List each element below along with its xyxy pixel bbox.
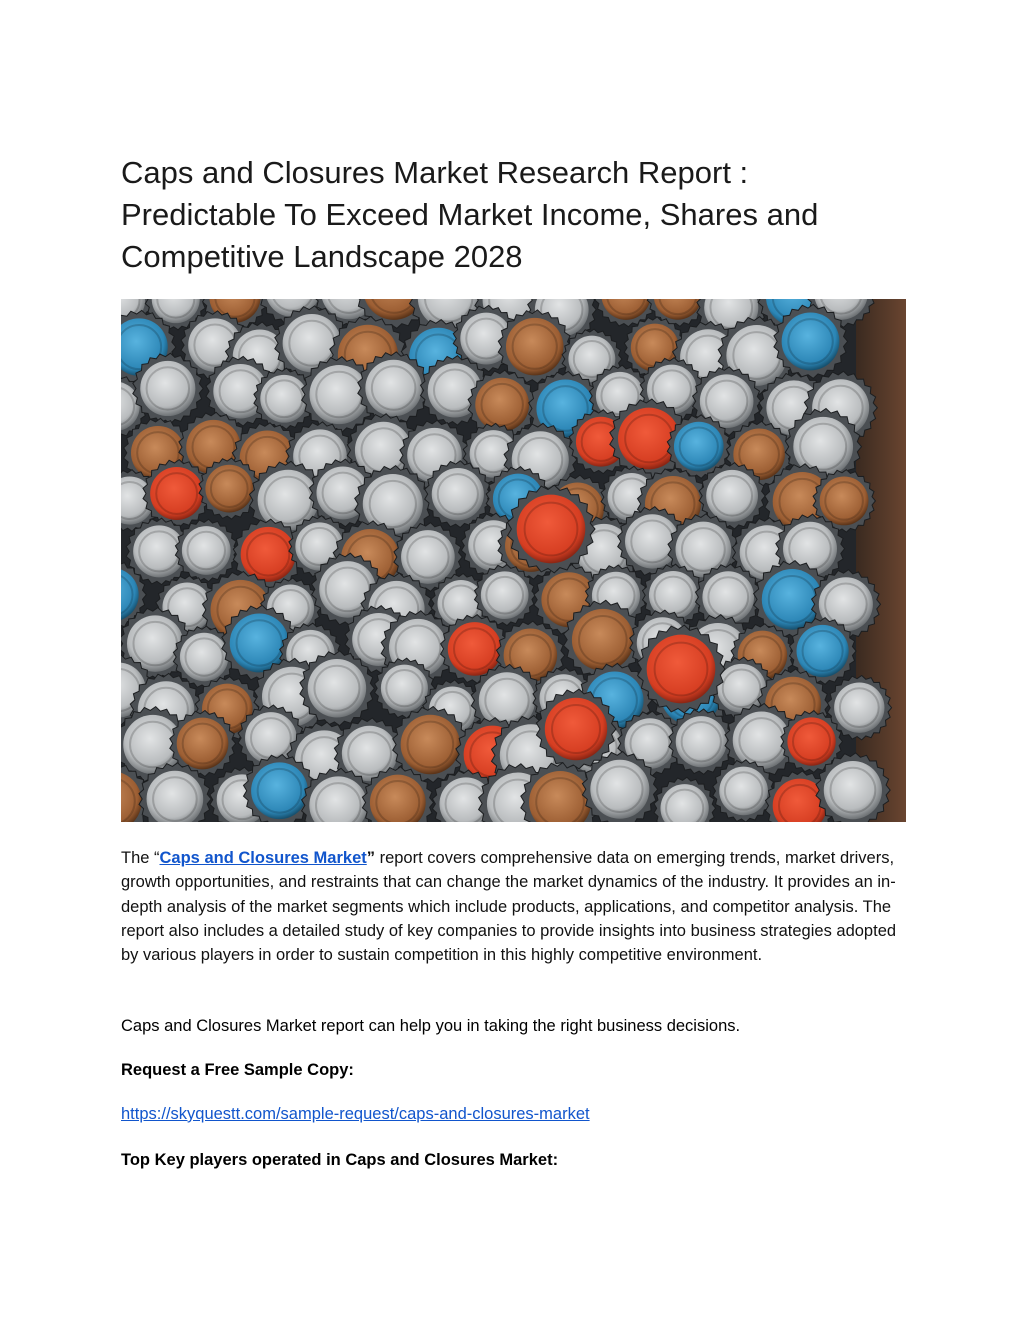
page-title: [121, 152, 906, 278]
bottle-caps-photo: [121, 299, 906, 822]
sample-request-heading: Request a Free Sample Copy:: [121, 1061, 354, 1079]
bottle-caps-illustration: [121, 299, 906, 822]
decision-paragraph: Caps and Closures Market report can help you in taking the right business decisions.: [121, 1017, 741, 1035]
caps-and-closures-market-link[interactable]: Caps and Closures Market: [159, 849, 367, 867]
sample-link-paragraph: [121, 1102, 590, 1126]
title-line-2: Predictable To Exceed Market Income, Shares and: [121, 197, 819, 232]
title-line-3: Competitive Landscape 2028: [121, 239, 523, 274]
intro-paragraph: The “Caps and Closures Market” report covers comprehensive data on emerging trends, market drivers, growth opportunities, and restraints that can change the market dynamics of the industry. It provides an in-depth analysis of the market segments which include products, applications, and competitor analysis. The report also includes a detailed study of key companies to provide insights into business strategies adopted by various players in order to sustain competition in this highly competitive environment.: [121, 849, 897, 965]
title-line-1: Caps and Closures Market Research Report :: [121, 155, 749, 190]
key-players-heading: Top Key players operated in Caps and Closures Market:: [121, 1151, 559, 1169]
sample-request-link[interactable]: https://skyquestt.com/sample-request/caps-and-closures-market: [121, 1105, 590, 1123]
